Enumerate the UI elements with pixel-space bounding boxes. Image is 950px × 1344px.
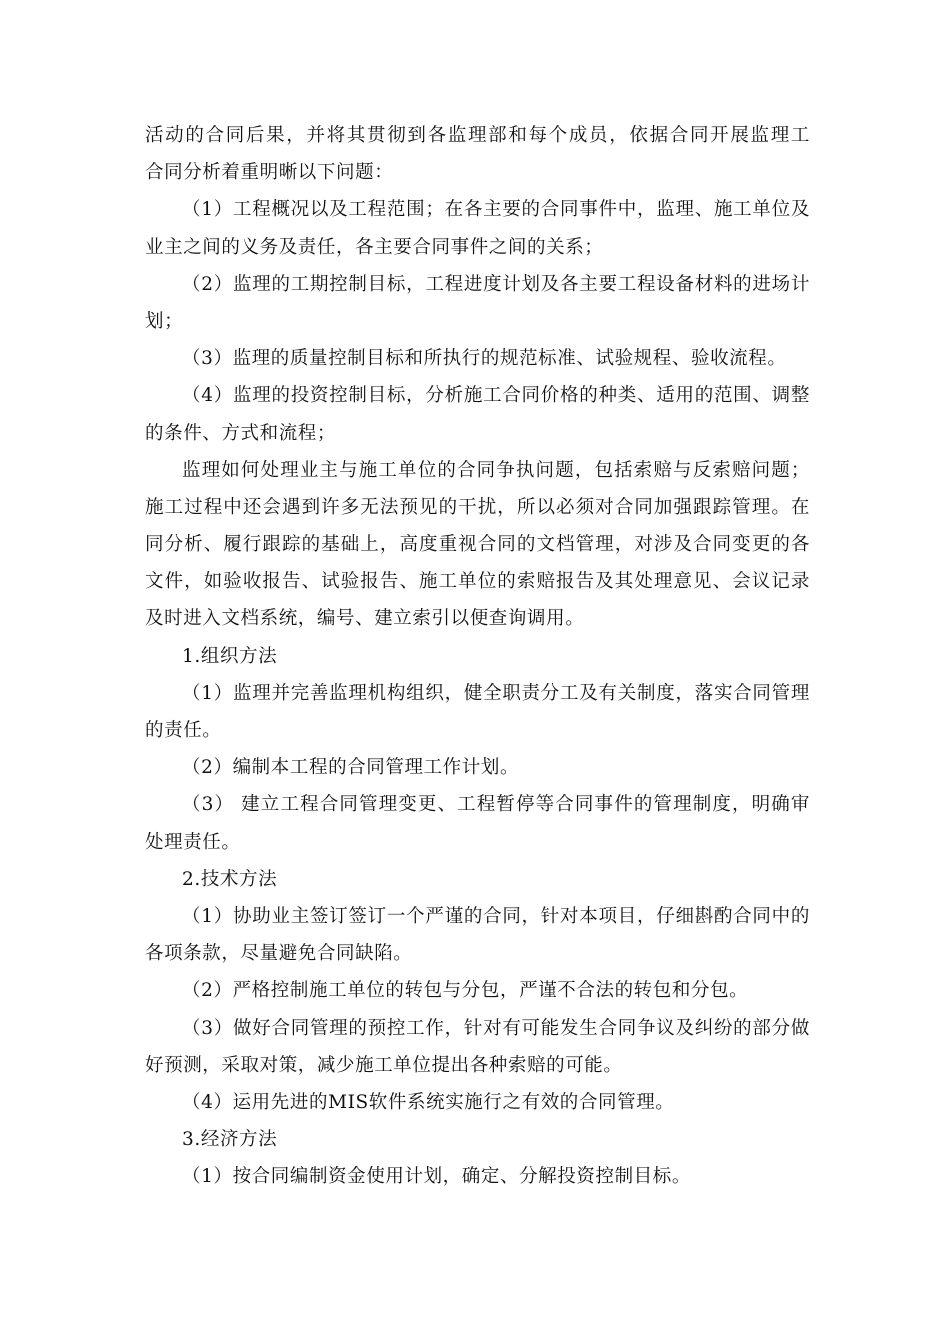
list-item-line: （2）监理的工期控制目标，工程进度计划及各主要工程设备材料的进场计: [182, 273, 810, 295]
paragraph-line: 合同分析着重明晰以下问题：: [145, 162, 394, 184]
list-item-line: 处理责任。: [145, 831, 241, 853]
section-heading: 1.组织方法: [182, 645, 278, 667]
list-item-line: （1）按合同编制资金使用计划，确定、分解投资控制目标。: [182, 1166, 691, 1188]
paragraph-line: 施工过程中还会遇到许多无法预见的干扰，所以必须对合同加强跟踪管理。在: [145, 496, 810, 518]
list-item-line: 好预测，采取对策，减少施工单位提出各种索赔的可能。: [145, 1054, 623, 1076]
list-item-line: （2）编制本工程的合同管理工作计划。: [182, 757, 520, 779]
section-heading: 2.技术方法: [182, 868, 278, 890]
list-item-line: （4）运用先进的MIS软件系统实施行之有效的合同管理。: [182, 1091, 675, 1113]
document-body: [145, 117, 810, 1195]
list-item-line: （1）监理并完善监理机构组织，健全职责分工及有关制度，落实合同管理: [182, 682, 810, 704]
list-item-line: （3） 建立工程合同管理变更、工程暂停等合同事件的管理制度，明确审: [182, 794, 810, 816]
list-item-line: （4）监理的投资控制目标，分析施工合同价格的种类、适用的范围、调整: [182, 385, 810, 407]
paragraph-line: 文件，如验收报告、试验报告、施工单位的索赔报告及其处理意见、会议记录: [145, 571, 810, 593]
paragraph-line: 及时进入文档系统，编号、建立索引以便查询调用。: [145, 608, 585, 630]
list-item-line: （3）做好合同管理的预控工作，针对有可能发生合同争议及纠纷的部分做: [182, 1017, 810, 1039]
list-item-line: （1）协助业主签订签订一个严谨的合同，针对本项目，仔细斟酌合同中的: [182, 905, 810, 927]
list-item-line: 的条件、方式和流程；: [145, 422, 337, 444]
list-item-line: 划；: [145, 310, 184, 332]
list-item-line: 业主之间的义务及责任，各主要合同事件之间的关系；: [145, 236, 604, 258]
list-item-line: （3）监理的质量控制目标和所执行的规范标准、试验规程、验收流程。: [182, 348, 787, 370]
list-item-line: （2）严格控制施工单位的转包与分包，严谨不合法的转包和分包。: [182, 980, 749, 1002]
paragraph-line: 活动的合同后果，并将其贯彻到各监理部和每个成员，依据合同开展监理工: [145, 125, 810, 146]
list-item-line: （1）工程概况以及工程范围；在各主要的合同事件中，监理、施工单位及: [182, 199, 810, 221]
section-heading: 3.经济方法: [182, 1129, 278, 1151]
paragraph-line: 同分析、履行跟踪的基础上，高度重视合同的文档管理，对涉及合同变更的各: [145, 534, 810, 556]
list-item-line: 各项条款，尽量避免合同缺陷。: [145, 943, 413, 965]
list-item-line: 的责任。: [145, 720, 222, 741]
paragraph-line: 监理如何处理业主与施工单位的合同争执问题，包括索赔与反索赔问题；: [182, 459, 810, 481]
